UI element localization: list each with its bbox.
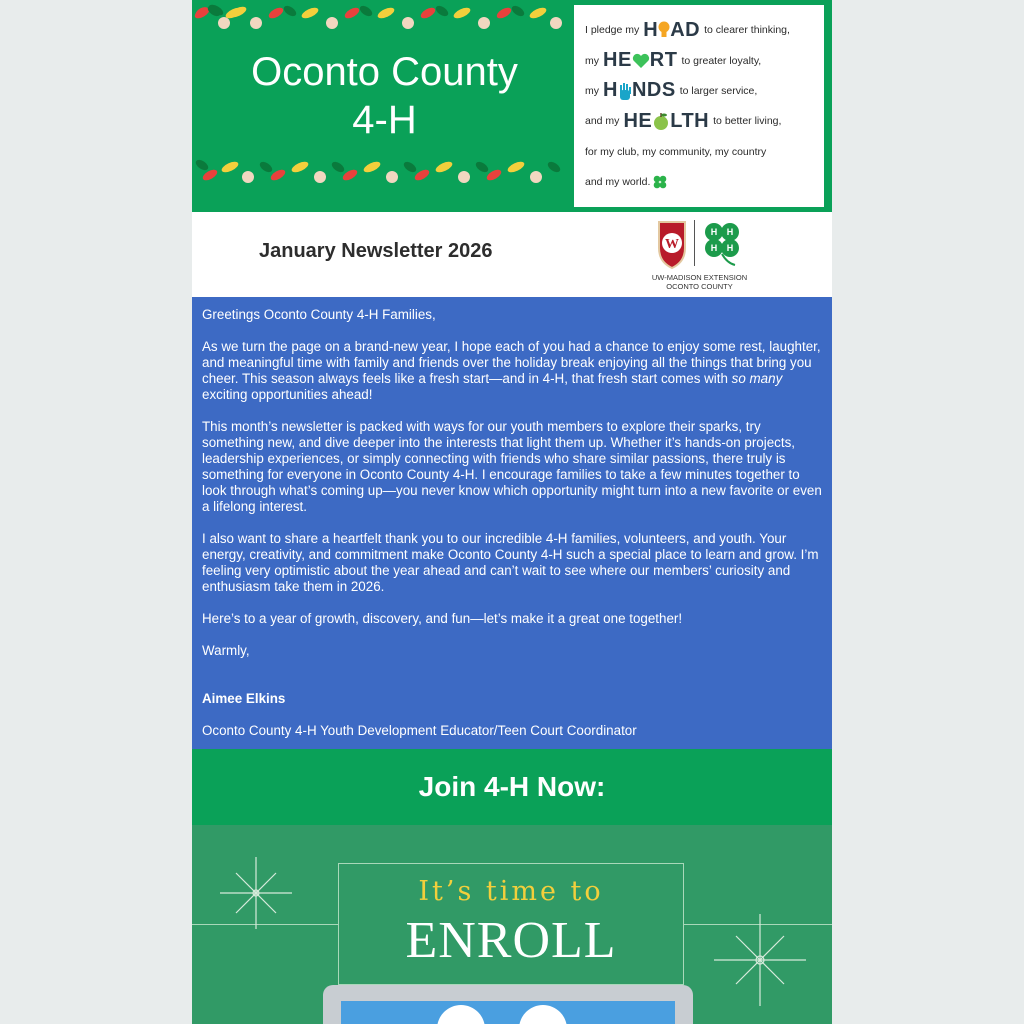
pledge-word-heart bbox=[603, 49, 677, 72]
pledge-text: to greater loyalty, bbox=[681, 54, 762, 67]
pledge-word-health bbox=[623, 110, 709, 133]
pledge-text: to better living, bbox=[713, 115, 782, 128]
pledge-card bbox=[574, 5, 824, 207]
pledge-word-part: HE bbox=[603, 49, 632, 72]
pledge-word-hands bbox=[603, 79, 676, 102]
pledge-line-world bbox=[585, 167, 814, 197]
pledge-word-part: AD bbox=[670, 18, 701, 41]
svg-text:H: H bbox=[710, 243, 718, 253]
enroll-main-text: ENROLL bbox=[405, 912, 617, 969]
title-line-1: Oconto County bbox=[251, 50, 518, 94]
title-line-2: 4-H bbox=[352, 98, 417, 142]
signature-spacer bbox=[202, 675, 824, 691]
pledge-word-part: H bbox=[603, 79, 618, 102]
letter-greeting: Greetings Oconto County 4-H Families, bbox=[202, 307, 436, 322]
logo-caption bbox=[647, 273, 752, 291]
pledge-text: and my bbox=[585, 115, 620, 128]
enroll-title-box bbox=[338, 863, 684, 985]
page-title bbox=[192, 48, 577, 144]
letter-emphasis: so many bbox=[731, 371, 783, 386]
join-heading: Join 4-H Now: bbox=[192, 749, 832, 825]
screen-graphic bbox=[437, 1005, 485, 1024]
letter-signer-role: Oconto County 4-H Youth Development Educator/Teen Court Coordinator bbox=[202, 723, 637, 738]
letter-text: As we turn the page on a brand-new year, I hope each of you had a chance to enjoy some rest, laughter, and meaningful time with family and friends over the holiday break enjoying all the things that bring you cheer. This season always feels like a fresh start—and in 4-H, that fresh start comes with bbox=[202, 339, 821, 386]
tablet-illustration bbox=[323, 985, 693, 1024]
letter-paragraph-2: This month’s newsletter is packed with ways for our youth members to explore their sparks, try something new, and dive deeper into the interests that light them up. Whether it’s hands-on projects, leadership experiences, or simply connecting with friends who share similar passions, there truly is something for everyone in Oconto County 4-H. I encourage families to take a few minutes together to look through what’s coming up—you never know which opportunity might turn into a new favorite or even a lifelong interest. bbox=[202, 419, 822, 514]
pledge-word-part: NDS bbox=[631, 79, 676, 102]
pledge-line-health bbox=[585, 106, 814, 136]
enroll-graphic[interactable] bbox=[192, 825, 832, 1024]
extension-logo bbox=[647, 218, 752, 293]
pledge-text: to larger service, bbox=[679, 84, 758, 97]
pledge-word-part: HE bbox=[623, 109, 653, 132]
letter-paragraph-3: I also want to share a heartfelt thank you to our incredible 4-H families, volunteers, and youth. Your energy, creativity, and commitment make Oconto County 4-H such a special place to learn and grow. I’m feeling very optimistic about the year ahead and can’t wait to see where our members’ curiosity and enthusiasm take them in 2026. bbox=[202, 531, 819, 594]
pledge-word-part: LTH bbox=[670, 109, 710, 132]
letter-paragraph-1 bbox=[202, 339, 824, 403]
newsletter-page bbox=[192, 0, 832, 1024]
pledge-word-part: RT bbox=[649, 49, 678, 72]
newsletter-title: January Newsletter 2026 bbox=[259, 240, 493, 262]
pledge-text: for my club, my community, my country bbox=[585, 145, 767, 158]
heart-icon bbox=[632, 53, 650, 69]
letter-text: exciting opportunities ahead! bbox=[202, 387, 373, 402]
sparkle-icon bbox=[714, 914, 806, 1006]
pledge-text: and my world. bbox=[585, 176, 651, 189]
clover-icon bbox=[653, 175, 667, 189]
letter-closing: Warmly, bbox=[202, 643, 250, 658]
tablet-screen bbox=[341, 1001, 675, 1024]
newsletter-bar bbox=[192, 212, 832, 297]
enroll-kicker: It’s time to bbox=[418, 876, 604, 907]
pledge-line-head bbox=[585, 15, 814, 45]
pledge-line-hands bbox=[585, 76, 814, 106]
pledge-line-club bbox=[585, 137, 814, 167]
decorative-pattern-top bbox=[194, 3, 564, 33]
hand-icon bbox=[618, 82, 632, 100]
screen-graphic bbox=[519, 1005, 567, 1024]
pledge-line-heart bbox=[585, 45, 814, 75]
pledge-text: to clearer thinking, bbox=[704, 24, 790, 37]
logo-caption-line-2: OCONTO COUNTY bbox=[666, 282, 733, 291]
svg-text:H: H bbox=[726, 227, 734, 237]
sparkle-icon bbox=[218, 855, 294, 931]
pledge-text: my bbox=[585, 54, 599, 67]
decorative-pattern-bottom bbox=[194, 155, 564, 185]
pledge-word-part: H bbox=[643, 18, 659, 41]
uw-crest-and-clover-logo bbox=[647, 218, 752, 273]
pledge-text: my bbox=[585, 84, 599, 97]
logo-caption-line-1: UW-MADISON EXTENSION bbox=[651, 273, 748, 282]
svg-text:H: H bbox=[710, 227, 718, 237]
lightbulb-icon bbox=[658, 21, 670, 39]
svg-text:H: H bbox=[726, 243, 734, 253]
pledge-text: I pledge my bbox=[585, 24, 640, 37]
letter-paragraph-4: Here’s to a year of growth, discovery, and fun—let’s make it a great one together! bbox=[202, 611, 683, 626]
apple-icon bbox=[652, 112, 670, 130]
letter-signer: Aimee Elkins bbox=[202, 691, 286, 706]
svg-text:W: W bbox=[665, 237, 679, 252]
pledge-word-head bbox=[643, 19, 700, 42]
welcome-letter bbox=[192, 297, 832, 749]
header-banner bbox=[192, 0, 832, 212]
